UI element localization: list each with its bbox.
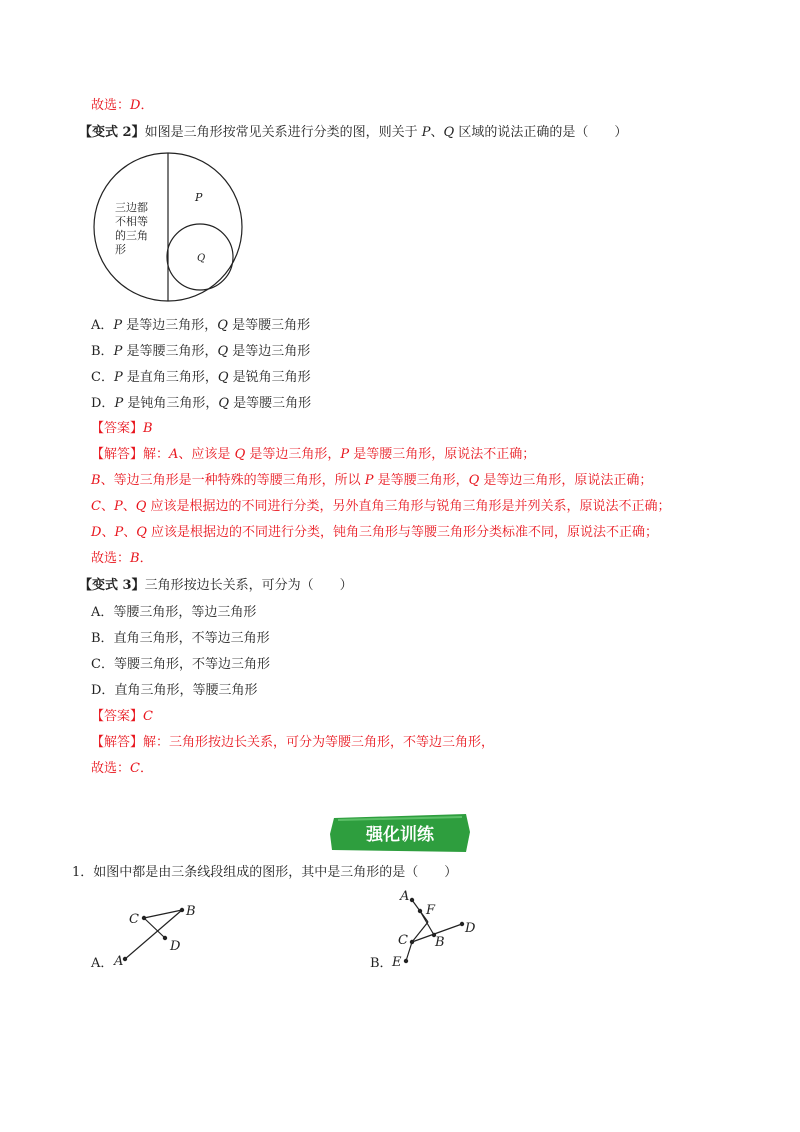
- svg-text:C: C: [129, 912, 139, 927]
- variant2-tag: 【变式 2】: [79, 125, 145, 140]
- variant3-tag: 【变式 3】: [79, 578, 145, 593]
- q1-question: 1．如图中都是由三条线段组成的图形，其中是三角形的是（ ）: [72, 865, 458, 880]
- point-d: [460, 922, 464, 926]
- diagram-left-text-3: 的三角: [115, 229, 148, 242]
- svg-text:C: C: [398, 933, 408, 948]
- variant2-question: 【变式 2】如图是三角形按常见关系进行分类的图，则关于 P、Q 区域的说法正确的是（ ）: [79, 125, 628, 140]
- top-conclusion: 故选：D．: [91, 98, 154, 113]
- svg-text:D: D: [170, 939, 181, 954]
- variant3-analysis: 【解答】解：三角形按边长关系，可分为等腰三角形，不等边三角形，: [91, 735, 495, 750]
- svg-text:B: B: [435, 935, 445, 950]
- point-a: [410, 898, 414, 902]
- variant2-option-d[interactable]: D．P 是钝角三角形，Q 是等腰三角形: [91, 396, 312, 411]
- q1-option-a-label[interactable]: A．: [91, 956, 114, 971]
- diagram-label-q: Q: [197, 253, 206, 264]
- variant2-conclusion: 故选：B．: [91, 551, 153, 566]
- diagram-left-text-4: 形: [115, 243, 126, 256]
- variant2-analysis-line-2: B、等边三角形是一种特殊的等腰三角形，所以 P 是等腰三角形，Q 是等边三角形，原说法正确；: [91, 473, 653, 488]
- svg-text:B: B: [186, 904, 196, 919]
- svg-text:D: D: [465, 921, 476, 936]
- svg-text:A: A: [400, 889, 410, 904]
- diagram-label-p: P: [195, 191, 203, 204]
- variant3-option-b[interactable]: B．直角三角形，不等边三角形: [91, 631, 270, 646]
- svg-text:A: A: [114, 954, 124, 969]
- q1-option-b-figure[interactable]: [388, 884, 488, 970]
- banner-text: 强化训练: [366, 825, 434, 845]
- point-b: [180, 908, 184, 912]
- variant3-option-d[interactable]: D．直角三角形，等腰三角形: [91, 683, 258, 698]
- variant3-option-a[interactable]: A．等腰三角形，等边三角形: [91, 605, 257, 620]
- variant2-answer: 【答案】B: [91, 421, 153, 436]
- point-a: [123, 957, 127, 961]
- triangle-classification-diagram: [90, 143, 250, 313]
- variant3-conclusion: 故选：C．: [91, 761, 153, 776]
- q1-option-a-figure[interactable]: [110, 898, 210, 970]
- variant3-answer: 【答案】C: [91, 709, 153, 724]
- variant2-option-c[interactable]: C．P 是直角三角形，Q 是锐角三角形: [91, 370, 311, 385]
- variant2-option-a[interactable]: A．P 是等边三角形，Q 是等腰三角形: [91, 318, 311, 333]
- point-c: [142, 916, 146, 920]
- diagram-left-text-1: 三边都: [115, 201, 148, 214]
- variant3-option-c[interactable]: C．等腰三角形，不等边三角形: [91, 657, 270, 672]
- diagram-left-text-2: 不相等: [115, 215, 148, 228]
- q1-option-b-label[interactable]: B．: [370, 956, 393, 971]
- variant2-option-b[interactable]: B．P 是等腰三角形，Q 是等边三角形: [91, 344, 311, 359]
- variant3-question: 【变式 3】三角形按边长关系，可分为（ ）: [79, 578, 353, 593]
- point-c: [410, 940, 414, 944]
- section-banner: [328, 812, 472, 854]
- variant2-analysis-line-1: 【解答】解：A、应该是 Q 是等边三角形，P 是等腰三角形，原说法不正确；: [91, 447, 536, 462]
- point-d: [163, 936, 167, 940]
- variant2-analysis-line-4: D、P、Q 应该是根据边的不同进行分类，钝角三角形与等腰三角形分类标准不同，原说法不正确；: [91, 525, 659, 540]
- svg-text:E: E: [392, 955, 402, 970]
- svg-text:F: F: [426, 903, 436, 918]
- variant2-analysis-line-3: C、P、Q 应该是根据边的不同进行分类，另外直角三角形与锐角三角形是并列关系，原说法不正确；: [91, 499, 671, 514]
- point-e: [404, 959, 408, 963]
- point-f: [418, 909, 422, 913]
